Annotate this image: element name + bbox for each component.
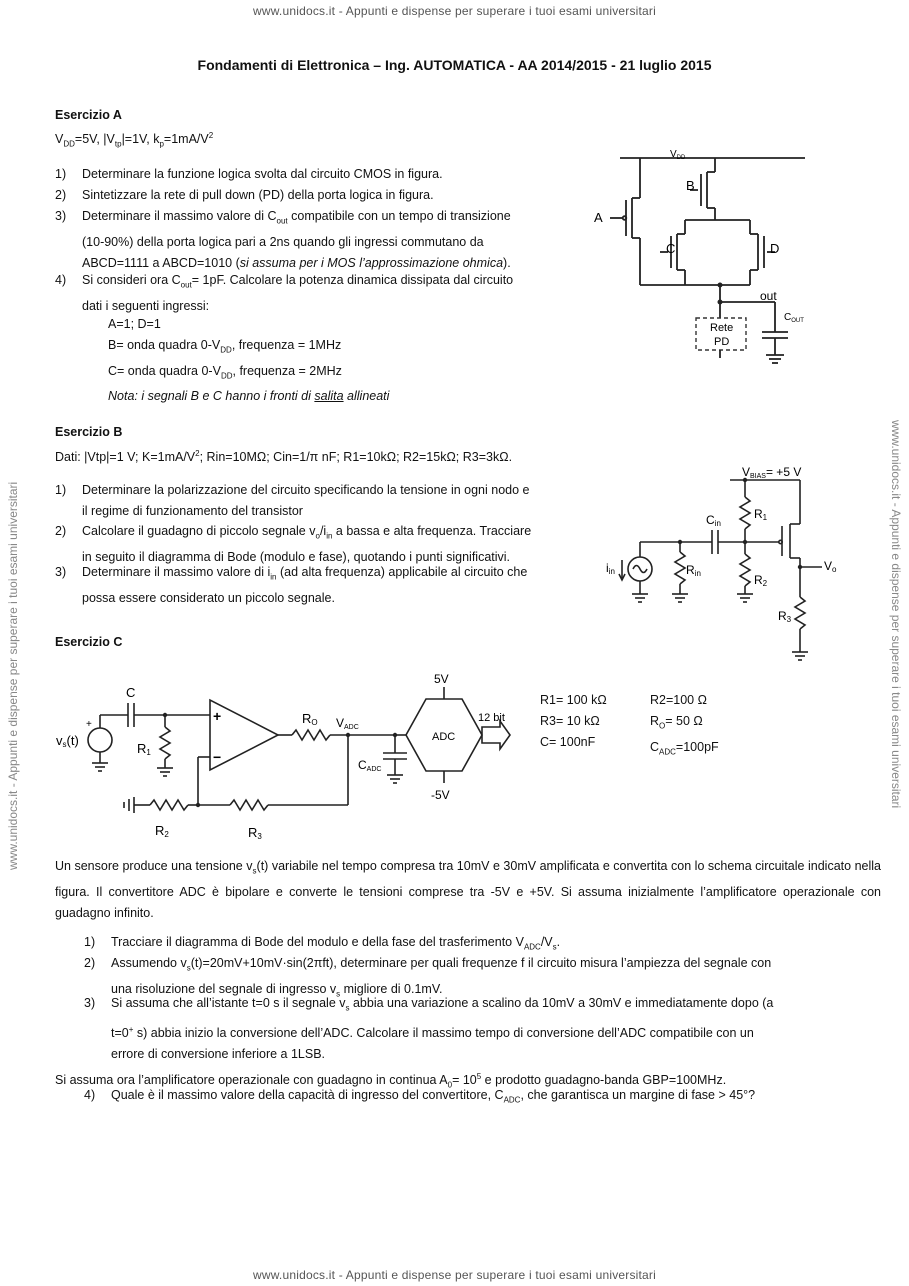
item-number: 3) [84, 996, 96, 1010]
svg-text:COUT: $C_{OUT}$ [784, 312, 804, 324]
svg-text:R1: R1 [137, 741, 151, 757]
exercise-c-q4: Quale è il massimo valore della capacità di ingresso del convertitore, $C_{ADC}$, che garantisca un margine di fase > 45°? [111, 1088, 756, 1105]
svg-text:C: C [126, 685, 136, 700]
svg-text:iin: iin [606, 561, 615, 576]
component-values-left: R1= 100 kΩ R3= 10 kΩ C= 100nF [540, 693, 607, 749]
component-values-right: R2=100 Ω $R_O= 50$ Ω $C_{ADC}=100pF$ [650, 693, 719, 756]
item-number: 3) [55, 565, 67, 579]
svg-text:12 bit: 12 bit [478, 712, 505, 724]
svg-text:PD: PD [714, 336, 730, 348]
svg-text:vs(t): vs(t) [56, 733, 79, 749]
exercise-a-q3: Determinare il massimo valore di $C_{out}$ compatibile con un tempo di transizione (10-90%) della porta logica pari a 2ns quando gli ingressi commutano da ABCD=1111 a ABCD=1010 (si assuma per i MOS l’approssimazione ohmica). [82, 209, 511, 270]
item-number: 2) [55, 188, 67, 202]
svg-text:ADC: ADC [432, 731, 456, 743]
exercise-c-q1: Tracciare il diagramma di Bode del modulo e della fase del trasferimento $V_{ADC}/V_s$. [111, 935, 561, 952]
exercise-a-q1: Determinare la funzione logica svolta dal circuito CMOS in figura. [82, 167, 443, 181]
item-number: 1) [84, 935, 96, 949]
page-title: Fondamenti di Elettronica – Ing. AUTOMATICA - AA 2014/2015 - 21 luglio 2015 [197, 57, 712, 73]
watermark-side-left: www.unidocs.it - Appunti e dispense per superare i tuoi esami universitari [6, 481, 20, 870]
exercise-b-q1: Determinare la polarizzazione del circuito specificando la tensione in ogni nodo e il regime di funzionamento del transistor [82, 483, 530, 518]
item-number: 2) [84, 956, 96, 970]
svg-text:VBIAS= +5 V: VBIAS= +5 V [742, 465, 802, 480]
exercise-c-final-assumption: Si assuma ora l’amplificatore operazionale con guadagno in continua $A_0= 10^5$ e prodotto guadagno-banda GBP=100MHz. [55, 1072, 727, 1090]
svg-text:Rete: Rete [710, 322, 734, 334]
svg-text:+: + [213, 708, 222, 724]
item-number: 2) [55, 524, 67, 538]
svg-text:Cin: Cin [706, 513, 721, 528]
exercise-c-heading: Esercizio C [55, 635, 123, 649]
svg-text:A: A [594, 210, 603, 225]
watermark-side-right: www.unidocs.it - Appunti e dispense per superare i tuoi esami universitari [889, 420, 903, 809]
svg-text:CADC: CADC [358, 758, 382, 773]
svg-text:VADC: VADC [336, 716, 359, 731]
exercise-c-q3: Si assuma che all’istante t=0 s il segnale $v_s$ abbia una variazione a scalino da 10mV a 30mV e immediatamente dopo (a t=0+ s) abbia inizio la conversione dell’ADC. Calcolare il massimo tempo di conversione dell’ADC compatibile con un errore di conversione inferiore a 1LSB. [111, 996, 774, 1061]
svg-text:out: out [760, 289, 777, 303]
svg-text:Vo: Vo [824, 559, 837, 574]
svg-text:R2: R2 [754, 573, 768, 588]
item-number: 3) [55, 209, 67, 223]
svg-text:-5V: -5V [431, 788, 450, 802]
svg-text:D: D [770, 241, 780, 256]
svg-text:−: − [213, 749, 222, 765]
cmos-gate-schematic [590, 140, 820, 380]
exercise-a-q4: Si consideri ora $C_{out}= 1pF$. Calcolare la potenza dinamica dissipata dal circuito dati i seguenti ingressi: [82, 273, 514, 313]
exercise-a-params: $V_{DD}=5V$, $|V_{tp}|=1V$, $k_p=1mA/V^2$ [55, 131, 214, 149]
svg-text:B: B [686, 178, 695, 193]
exercise-b-q3: Determinare il massimo valore di $i_{in}$ (ad alta frequenza) applicabile al circuito che possa essere considerato un piccolo segnale. [82, 565, 528, 605]
exercise-b-heading: Esercizio B [55, 425, 123, 439]
svg-text:5V: 5V [434, 672, 449, 686]
exercise-b-q2: Calcolare il guadagno di piccolo segnale $v_o/i_{in}$ a bassa e alta frequenza. Tracciare in seguito il diagramma di Bode (modulo e fase), quotando i punti significativi. [82, 524, 532, 564]
exercise-a-q2: Sintetizzare la rete di pull down (PD) della porta logica in figura. [82, 188, 434, 202]
exercise-a-heading: Esercizio A [55, 108, 122, 122]
exercise-c-q2: Assumendo $v_s(t)=20mV+10mV\cdot\sin(2\pi ft)$, determinare per quali frequenze f il circuito misura l’ampiezza del segnale con una risoluzione del segnale di ingresso $v_s$ migliore di 0.1mV. [111, 956, 772, 998]
item-number: 1) [55, 167, 67, 181]
svg-text:C: C [666, 241, 676, 256]
exercise-c-intro: Un sensore produce una tensione $v_s(t)$ variabile nel tempo compresa tra 10mV e 30mV amplificata e convertita con lo schema circuitale indicato nella figura. Il convertitore ADC è bipolare e converte le tensioni comprese tra -5V e +5V. Si assuma inizialmente l’amplificatore operazionale con guadagno infinito. [55, 859, 882, 920]
svg-text:RO: RO [302, 711, 318, 727]
watermark-bottom: www.unidocs.it - Appunti e dispense per superare i tuoi esami universitari [253, 1268, 656, 1282]
adc-acquisition-schematic [50, 665, 520, 845]
svg-text:R1: R1 [754, 507, 768, 522]
item-number: 1) [55, 483, 67, 497]
pmos-amplifier-schematic [600, 462, 860, 677]
svg-text:R3: R3 [248, 825, 262, 841]
item-number: 4) [84, 1088, 96, 1102]
svg-text:R2: R2 [155, 823, 169, 839]
svg-text:+: + [86, 719, 92, 730]
watermark-top: www.unidocs.it - Appunti e dispense per superare i tuoi esami universitari [253, 4, 656, 18]
svg-text:R3: R3 [778, 609, 792, 624]
svg-text:VDD: $V_{DD}$ [670, 149, 686, 161]
item-number: 4) [55, 273, 67, 287]
svg-text:Rin: Rin [686, 563, 701, 578]
exercise-a-inputs: A=1; D=1 B= onda quadra $0-V_{DD}$, frequenza = 1MHz C= onda quadra $0-V_{DD}$, frequenza = 2MHz Nota: i segnali B e C hanno i fronti di salita allineati [108, 317, 390, 403]
exercise-b-data: Dati: |Vtp|=1 V; $K=1mA/V^2$; Rin=10MΩ; Cin=1/π nF; R1=10kΩ; R2=15kΩ; R3=3kΩ. [55, 449, 513, 465]
